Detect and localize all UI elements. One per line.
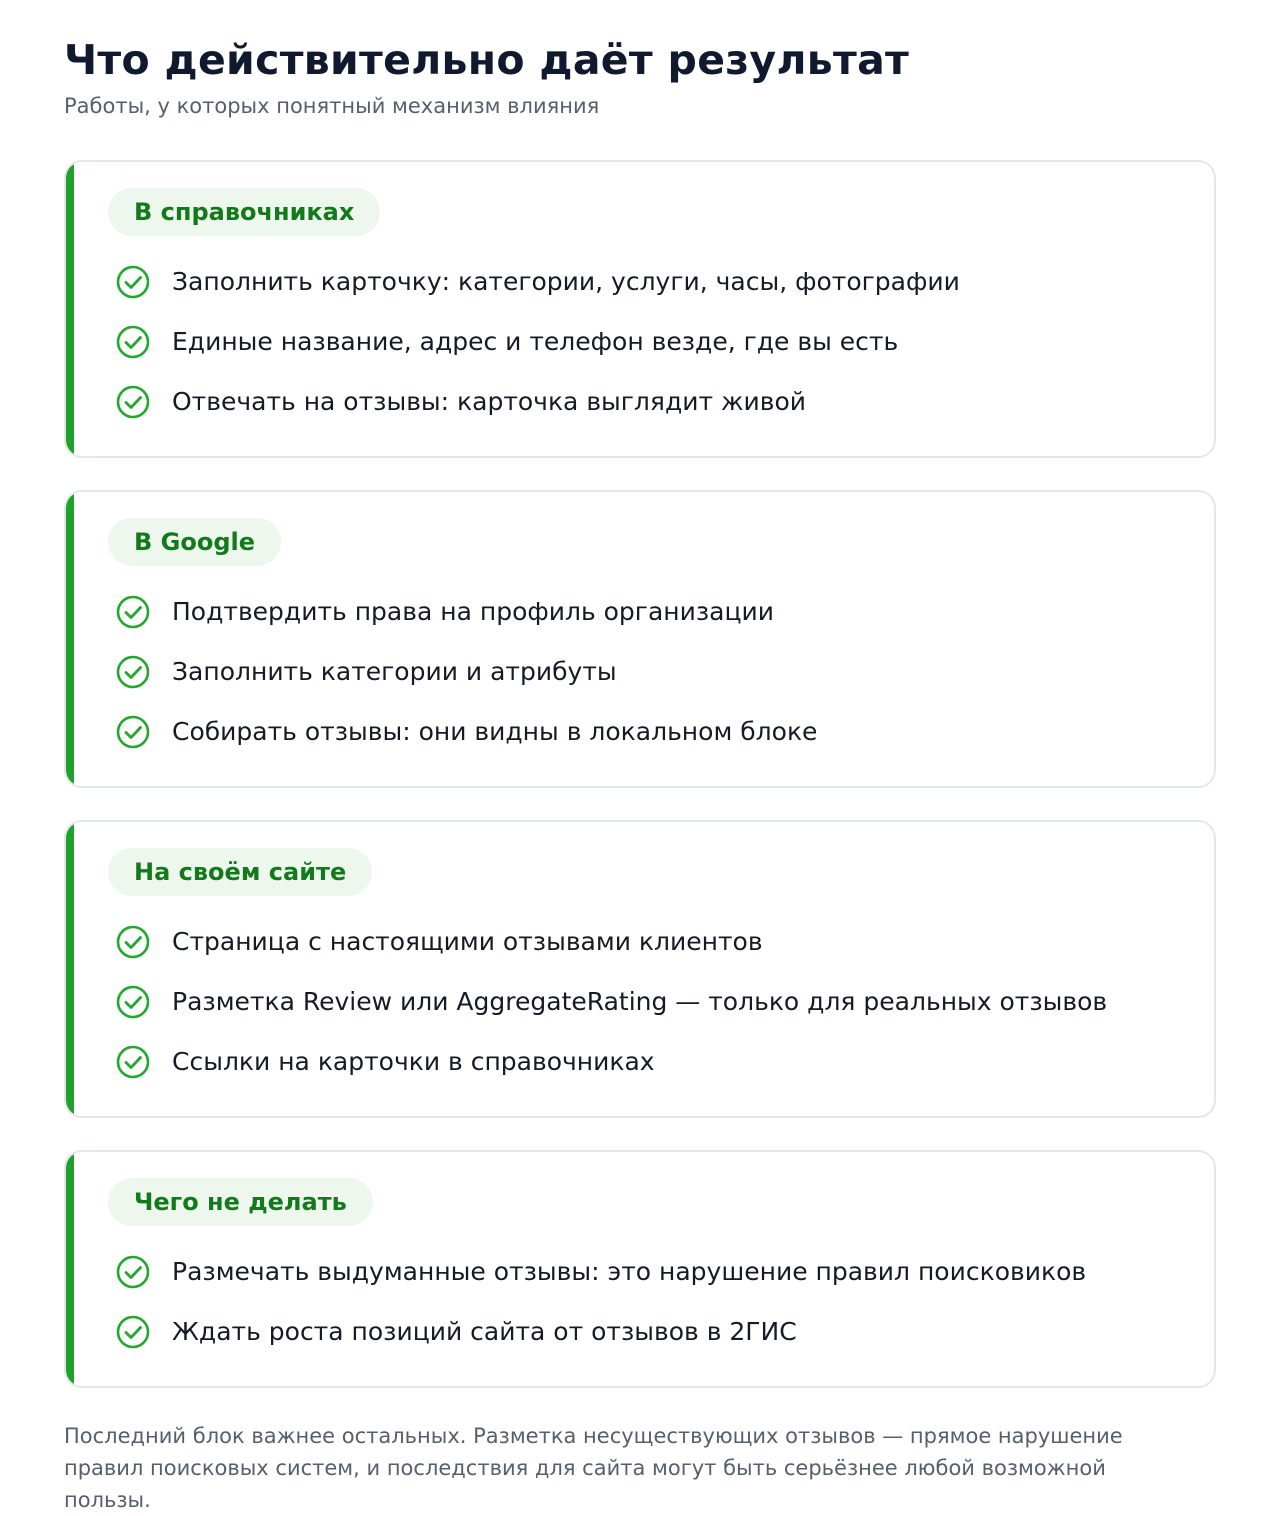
checklist-item <box>108 1302 1184 1362</box>
card-accent-bar <box>66 162 74 456</box>
checklist <box>108 252 1184 432</box>
section-card-own-site <box>64 820 1216 1118</box>
footnote: Последний блок важнее остальных. Разметка несуществующих отзывов — прямое нарушение правил поисковых систем, и последствия для сайта могут быть серьёзнее любой возможной пользы. <box>64 1424 1123 1512</box>
checklist-item-text: Собирать отзывы: они видны в локальном блоке <box>172 717 818 746</box>
section-card-dont <box>64 1150 1216 1388</box>
checklist-item-text: Размечать выдуманные отзывы: это нарушение правил поисковиков <box>172 1257 1087 1286</box>
checklist <box>108 582 1184 762</box>
checklist-item <box>108 1242 1184 1302</box>
card-accent-bar <box>66 822 74 1116</box>
checklist-item-text: Подтвердить права на профиль организации <box>172 597 774 626</box>
section-label: В справочниках <box>108 188 380 236</box>
checklist-item <box>108 912 1184 972</box>
checklist-item-text: Заполнить карточку: категории, услуги, часы, фотографии <box>172 267 960 296</box>
checklist-item <box>108 642 1184 702</box>
check-circle-icon <box>116 655 150 689</box>
checklist-item-text: Ссылки на карточки в справочниках <box>172 1047 655 1076</box>
card-accent-bar <box>66 492 74 786</box>
checklist <box>108 912 1184 1092</box>
check-circle-icon <box>116 925 150 959</box>
check-circle-icon <box>116 595 150 629</box>
page-title: Что действительно даёт результат <box>64 36 910 84</box>
checklist-item <box>108 972 1184 1032</box>
check-circle-icon <box>116 325 150 359</box>
checklist-item <box>108 372 1184 432</box>
section-card-google <box>64 490 1216 788</box>
checklist-item-text: Заполнить категории и атрибуты <box>172 657 617 686</box>
checklist-item <box>108 252 1184 312</box>
section-label: В Google <box>108 518 281 566</box>
check-circle-icon <box>116 265 150 299</box>
checklist-item-text: Ждать роста позиций сайта от отзывов в 2ГИС <box>172 1317 797 1346</box>
card-accent-bar <box>66 1152 74 1386</box>
checklist-item <box>108 1032 1184 1092</box>
check-circle-icon <box>116 1255 150 1289</box>
section-label: Чего не делать <box>108 1178 373 1226</box>
sections-list <box>64 160 1216 1388</box>
check-circle-icon <box>116 385 150 419</box>
checklist-item-text: Единые название, адрес и телефон везде, где вы есть <box>172 327 899 356</box>
section-card-directories <box>64 160 1216 458</box>
checklist <box>108 1242 1184 1362</box>
check-circle-icon <box>116 715 150 749</box>
check-circle-icon <box>116 1045 150 1079</box>
checklist-item <box>108 312 1184 372</box>
checklist-item-text: Разметка Review или AggregateRating — только для реальных отзывов <box>172 987 1108 1016</box>
check-circle-icon <box>116 1315 150 1349</box>
checklist-item <box>108 702 1184 762</box>
checklist-item-text: Страница с настоящими отзывами клиентов <box>172 927 763 956</box>
checklist-item-text: Отвечать на отзывы: карточка выглядит живой <box>172 387 807 416</box>
section-label: На своём сайте <box>108 848 372 896</box>
check-circle-icon <box>116 985 150 1019</box>
checklist-item <box>108 582 1184 642</box>
page-subtitle: Работы, у которых понятный механизм влияния <box>64 94 600 118</box>
